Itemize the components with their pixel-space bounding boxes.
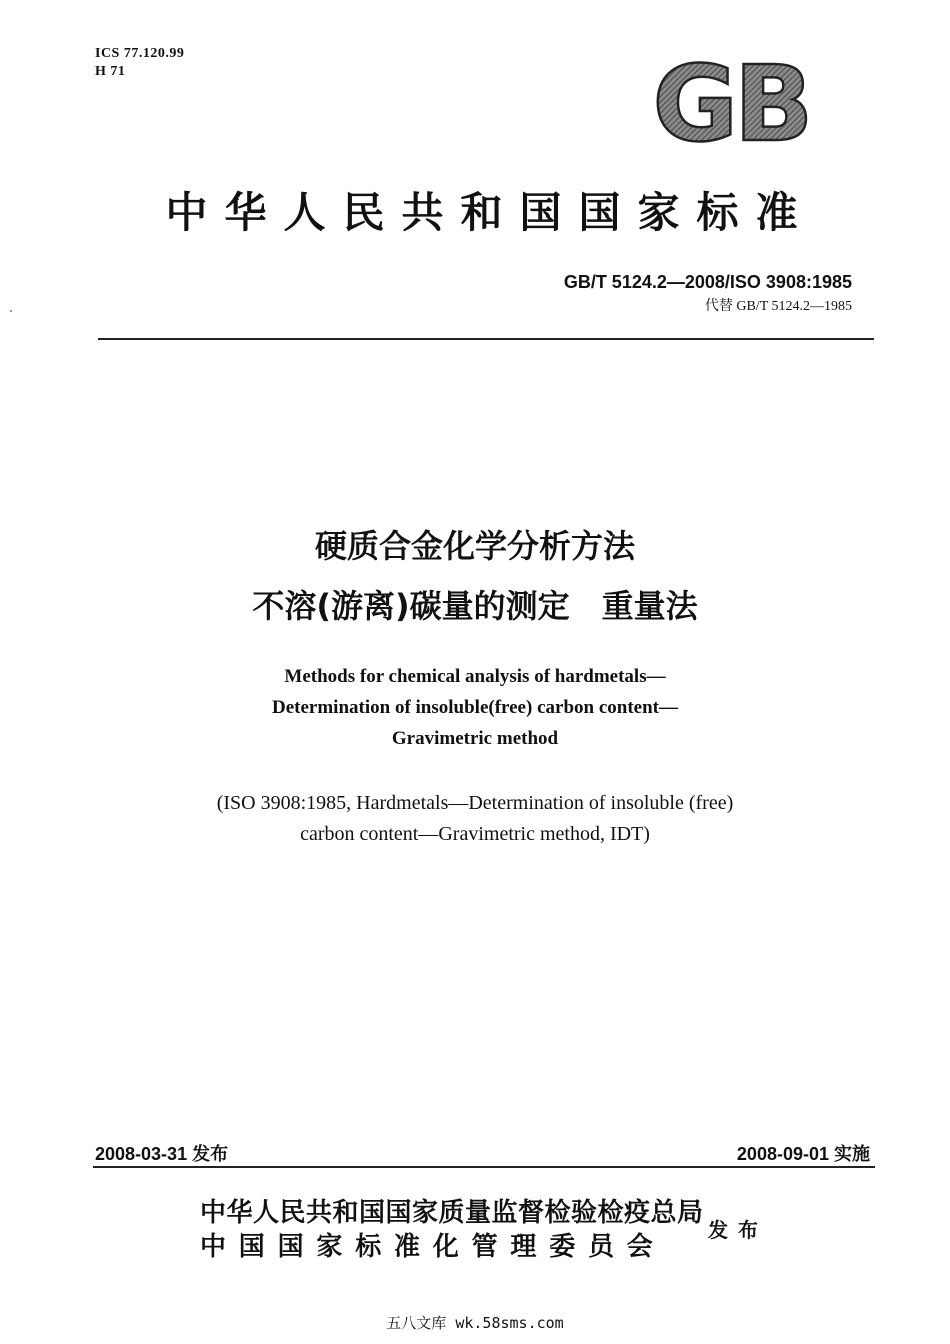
en-title-line3: Gravimetric method xyxy=(391,728,559,749)
publish-label: 发布 xyxy=(708,1218,768,1242)
svg-text:GB: GB xyxy=(652,58,810,154)
issue-date: 2008-03-31 发布 xyxy=(95,1144,229,1164)
iso-reference-line1: (ISO 3908:1985, Hardmetals—Determination of insoluble (free) xyxy=(216,792,734,814)
en-title-line2: Determination of insoluble(free) carbon content— xyxy=(272,697,678,718)
classification-codes xyxy=(95,45,184,81)
footer-divider xyxy=(93,1166,875,1168)
en-title-line1: Methods for chemical analysis of hardmetals— xyxy=(284,666,666,687)
cn-title-line1: 硬质合金化学分析方法 xyxy=(314,527,635,565)
gb-logo xyxy=(636,58,826,154)
issuer-line1: 中华人民共和国国家质量监督检验检疫总局 xyxy=(200,1198,704,1228)
class-code: H 71 xyxy=(95,64,126,79)
standard-category-title: 中华人民共和国国家标准 xyxy=(165,188,815,237)
cn-title-line2: 不溶(游离)碳量的测定 重量法 xyxy=(252,587,698,625)
standard-number: GB/T 5124.2—2008/ISO 3908:1985 xyxy=(563,272,852,292)
standard-number-block xyxy=(564,272,852,315)
scan-speck xyxy=(10,310,12,312)
replaces-standard: 代替 GB/T 5124.2—1985 xyxy=(704,299,852,314)
iso-reference-line2: carbon content—Gravimetric method, IDT) xyxy=(300,823,650,845)
effective-date: 2008-09-01 实施 xyxy=(736,1144,870,1164)
header-divider xyxy=(98,338,874,340)
issuer-line2: 中国国家标准化管理委员会 xyxy=(200,1232,666,1262)
ics-code: ICS 77.120.99 xyxy=(95,46,185,61)
watermark-footer: 五八文库 wk.58sms.com xyxy=(386,1314,564,1332)
